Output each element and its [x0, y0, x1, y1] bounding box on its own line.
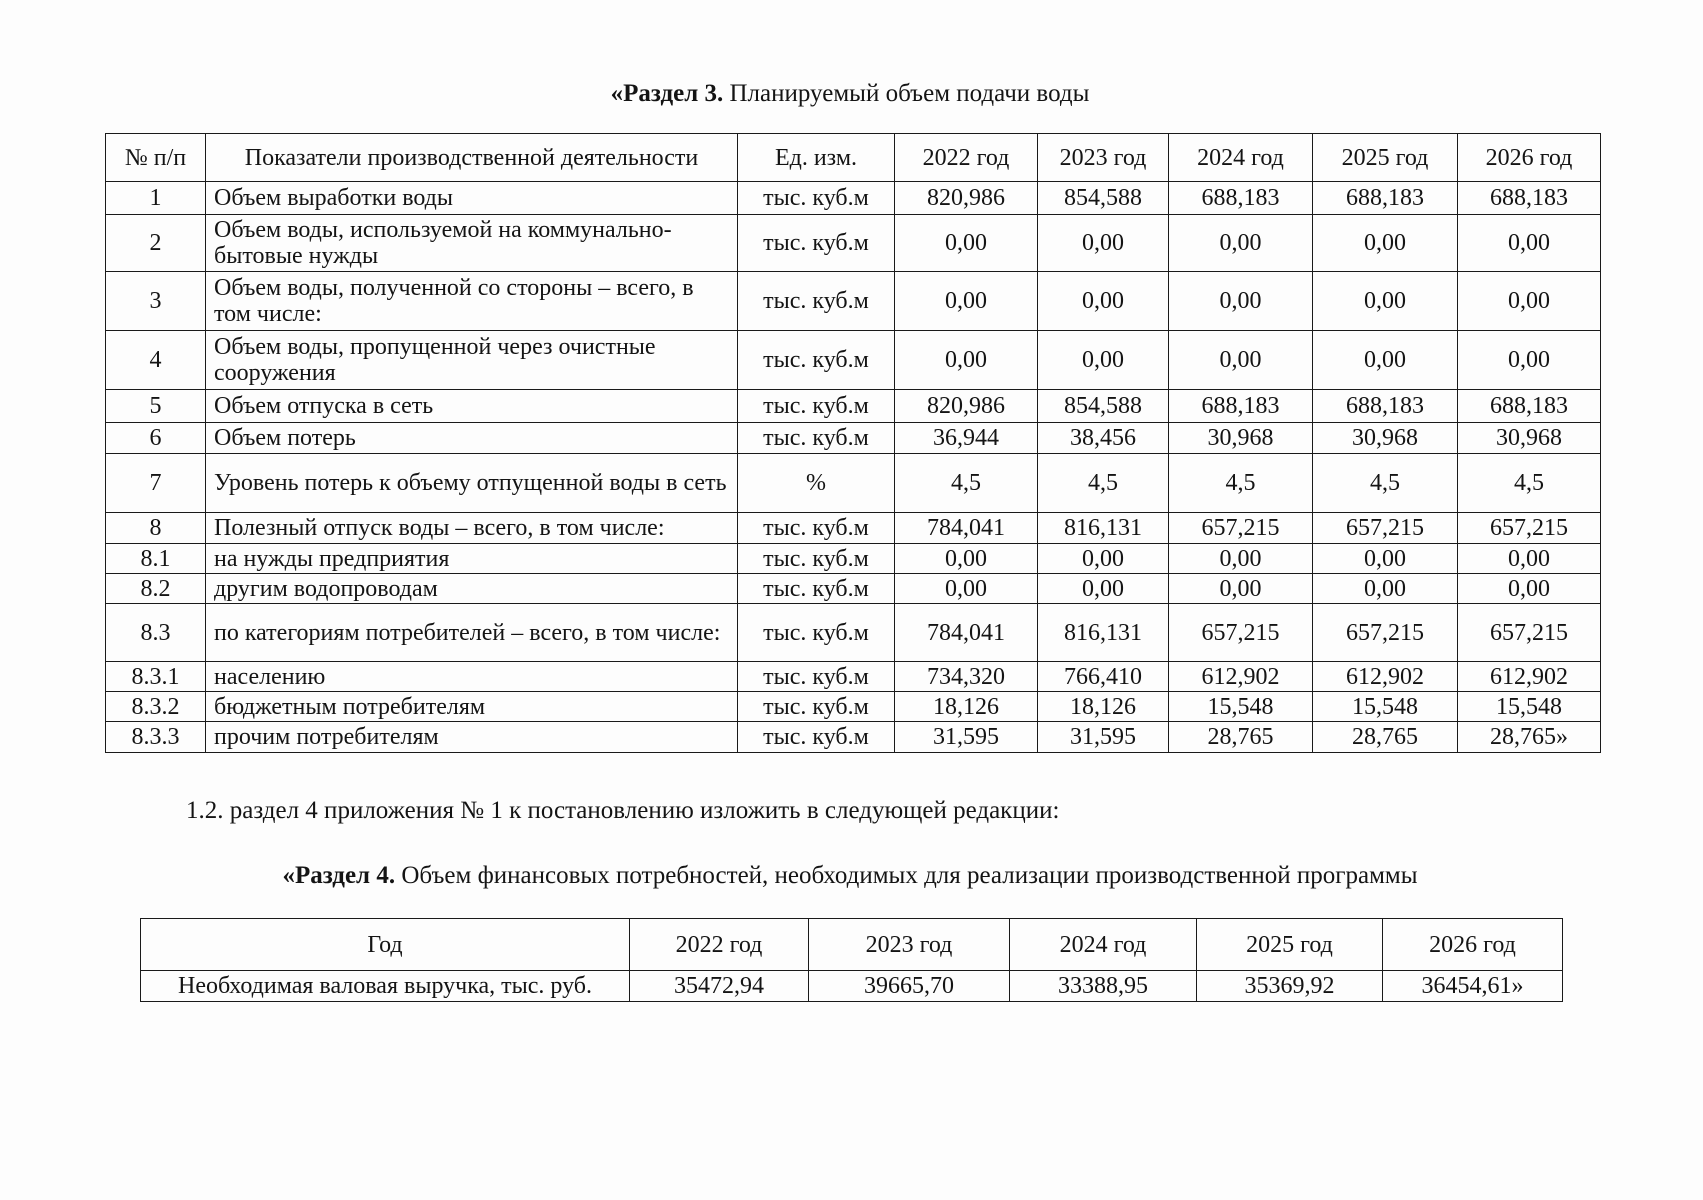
value-cell: 4,5 [1169, 454, 1313, 513]
value-cell: 36454,61» [1383, 971, 1563, 1002]
value-cell: 30,968 [1313, 423, 1458, 454]
header-cell: 2026 год [1383, 919, 1563, 971]
value-cell: 0,00 [1458, 574, 1601, 604]
table-row [106, 331, 1601, 390]
unit-cell: тыс. куб.м [738, 574, 895, 604]
value-cell: 688,183 [1458, 390, 1601, 423]
header-cell: 2025 год [1197, 919, 1383, 971]
row-number-cell: 1 [106, 182, 206, 215]
value-cell: 657,215 [1458, 604, 1601, 662]
value-cell: 0,00 [1458, 272, 1601, 331]
value-cell: 657,215 [1169, 604, 1313, 662]
financial-needs-table [140, 918, 1563, 1002]
value-cell: 18,126 [895, 692, 1038, 722]
indicator-cell: Объем воды, используемой на коммунально-бытовые нужды [206, 215, 738, 272]
row-number-cell: 8.3.1 [106, 662, 206, 692]
table-row [106, 604, 1601, 662]
value-cell: 820,986 [895, 182, 1038, 215]
value-cell: 688,183 [1313, 182, 1458, 215]
value-cell: 15,548 [1313, 692, 1458, 722]
header-cell: 2022 год [630, 919, 809, 971]
value-cell: 657,215 [1169, 513, 1313, 544]
value-cell: 35472,94 [630, 971, 809, 1002]
value-cell: 854,588 [1038, 390, 1169, 423]
unit-cell: тыс. куб.м [738, 423, 895, 454]
header-cell: 2024 год [1169, 134, 1313, 182]
water-supply-table [105, 133, 1601, 753]
value-cell: 688,183 [1169, 182, 1313, 215]
unit-cell: тыс. куб.м [738, 604, 895, 662]
indicator-cell: Объем потерь [206, 423, 738, 454]
indicator-cell: бюджетным потребителям [206, 692, 738, 722]
paragraph-1-2: 1.2. раздел 4 приложения № 1 к постановлению изложить в следующей редакции: [186, 797, 1060, 824]
header-cell: 2025 год [1313, 134, 1458, 182]
row-number-cell: 4 [106, 331, 206, 390]
value-cell: 4,5 [895, 454, 1038, 513]
indicator-cell: Объем воды, пропущенной через очистные сооружения [206, 331, 738, 390]
table-row [141, 971, 1563, 1002]
unit-cell: тыс. куб.м [738, 662, 895, 692]
value-cell: 816,131 [1038, 604, 1169, 662]
value-cell: 4,5 [1313, 454, 1458, 513]
value-cell: 0,00 [1313, 215, 1458, 272]
value-cell: 31,595 [1038, 722, 1169, 753]
table-header-row [106, 134, 1601, 182]
value-cell: 0,00 [1169, 272, 1313, 331]
value-cell: 820,986 [895, 390, 1038, 423]
table-row [106, 423, 1601, 454]
value-cell: 4,5 [1458, 454, 1601, 513]
table-row [106, 215, 1601, 272]
header-cell: 2024 год [1010, 919, 1197, 971]
value-cell: 784,041 [895, 604, 1038, 662]
unit-cell: % [738, 454, 895, 513]
header-cell: 2022 год [895, 134, 1038, 182]
table-row [106, 692, 1601, 722]
row-number-cell: 6 [106, 423, 206, 454]
unit-cell: тыс. куб.м [738, 215, 895, 272]
table-row [106, 182, 1601, 215]
value-cell: 39665,70 [809, 971, 1010, 1002]
unit-cell: тыс. куб.м [738, 544, 895, 574]
table-body [106, 182, 1601, 753]
table-body [141, 971, 1563, 1002]
value-cell: 688,183 [1313, 390, 1458, 423]
header-cell: Ед. изм. [738, 134, 895, 182]
indicator-cell: Уровень потерь к объему отпущенной воды в сеть [206, 454, 738, 513]
unit-cell: тыс. куб.м [738, 692, 895, 722]
value-cell: 657,215 [1313, 604, 1458, 662]
value-cell: 816,131 [1038, 513, 1169, 544]
value-cell: 688,183 [1458, 182, 1601, 215]
value-cell: 0,00 [895, 272, 1038, 331]
value-cell: 0,00 [895, 215, 1038, 272]
value-cell: 0,00 [1169, 331, 1313, 390]
unit-cell: тыс. куб.м [738, 272, 895, 331]
table-row [106, 390, 1601, 423]
value-cell: 0,00 [1458, 215, 1601, 272]
value-cell: 28,765» [1458, 722, 1601, 753]
table-row [106, 513, 1601, 544]
value-cell: 0,00 [1313, 272, 1458, 331]
value-cell: 0,00 [1169, 574, 1313, 604]
unit-cell: тыс. куб.м [738, 722, 895, 753]
value-cell: 30,968 [1458, 423, 1601, 454]
row-number-cell: 8.3.2 [106, 692, 206, 722]
value-cell: 0,00 [1169, 544, 1313, 574]
value-cell: 15,548 [1458, 692, 1601, 722]
row-number-cell: 8 [106, 513, 206, 544]
header-cell: № п/п [106, 134, 206, 182]
value-cell: 28,765 [1169, 722, 1313, 753]
value-cell: 0,00 [1038, 215, 1169, 272]
section-3-title: «Раздел 3. Планируемый объем подачи воды [610, 80, 1090, 107]
indicator-cell: населению [206, 662, 738, 692]
value-cell: 734,320 [895, 662, 1038, 692]
indicator-cell: Объем отпуска в сеть [206, 390, 738, 423]
value-cell: 18,126 [1038, 692, 1169, 722]
unit-cell: тыс. куб.м [738, 513, 895, 544]
header-cell: Год [141, 919, 630, 971]
value-cell: 612,902 [1313, 662, 1458, 692]
table-row [106, 662, 1601, 692]
table-row [106, 574, 1601, 604]
unit-cell: тыс. куб.м [738, 331, 895, 390]
table-row [106, 544, 1601, 574]
table-row [106, 722, 1601, 753]
value-cell: 0,00 [1313, 574, 1458, 604]
row-number-cell: 7 [106, 454, 206, 513]
value-cell: 0,00 [1458, 544, 1601, 574]
header-cell: 2026 год [1458, 134, 1601, 182]
value-cell: 15,548 [1169, 692, 1313, 722]
value-cell: 38,456 [1038, 423, 1169, 454]
value-cell: 657,215 [1458, 513, 1601, 544]
header-cell: 2023 год [1038, 134, 1169, 182]
value-cell: 4,5 [1038, 454, 1169, 513]
value-cell: 612,902 [1458, 662, 1601, 692]
indicator-cell: на нужды предприятия [206, 544, 738, 574]
value-cell: 0,00 [1038, 544, 1169, 574]
value-cell: 612,902 [1169, 662, 1313, 692]
row-number-cell: 8.1 [106, 544, 206, 574]
value-cell: 0,00 [895, 544, 1038, 574]
value-cell: 36,944 [895, 423, 1038, 454]
value-cell: 0,00 [1313, 331, 1458, 390]
value-cell: 31,595 [895, 722, 1038, 753]
table-row [106, 454, 1601, 513]
indicator-cell: другим водопроводам [206, 574, 738, 604]
row-number-cell: 8.2 [106, 574, 206, 604]
row-number-cell: 2 [106, 215, 206, 272]
header-cell: 2023 год [809, 919, 1010, 971]
row-number-cell: 3 [106, 272, 206, 331]
value-cell: 28,765 [1313, 722, 1458, 753]
value-cell: 0,00 [1458, 331, 1601, 390]
indicator-cell: прочим потребителям [206, 722, 738, 753]
value-cell: 0,00 [1038, 331, 1169, 390]
table-header-row [141, 919, 1563, 971]
value-cell: 0,00 [895, 574, 1038, 604]
value-cell: 0,00 [1038, 574, 1169, 604]
value-cell: 688,183 [1169, 390, 1313, 423]
value-cell: 0,00 [895, 331, 1038, 390]
value-cell: 854,588 [1038, 182, 1169, 215]
row-number-cell: 8.3.3 [106, 722, 206, 753]
indicator-cell: Необходимая валовая выручка, тыс. руб. [141, 971, 630, 1002]
value-cell: 0,00 [1313, 544, 1458, 574]
indicator-cell: Объем выработки воды [206, 182, 738, 215]
row-number-cell: 5 [106, 390, 206, 423]
row-number-cell: 8.3 [106, 604, 206, 662]
value-cell: 0,00 [1169, 215, 1313, 272]
value-cell: 0,00 [1038, 272, 1169, 331]
header-cell: Показатели производственной деятельности [206, 134, 738, 182]
value-cell: 784,041 [895, 513, 1038, 544]
indicator-cell: Объем воды, полученной со стороны – всего, в том числе: [206, 272, 738, 331]
table-row [106, 272, 1601, 331]
value-cell: 33388,95 [1010, 971, 1197, 1002]
value-cell: 30,968 [1169, 423, 1313, 454]
indicator-cell: по категориям потребителей – всего, в том числе: [206, 604, 738, 662]
value-cell: 766,410 [1038, 662, 1169, 692]
indicator-cell: Полезный отпуск воды – всего, в том числе: [206, 513, 738, 544]
value-cell: 35369,92 [1197, 971, 1383, 1002]
unit-cell: тыс. куб.м [738, 390, 895, 423]
value-cell: 657,215 [1313, 513, 1458, 544]
unit-cell: тыс. куб.м [738, 182, 895, 215]
section-4-title: «Раздел 4. Объем финансовых потребностей, необходимых для реализации производственной программы [282, 862, 1418, 889]
